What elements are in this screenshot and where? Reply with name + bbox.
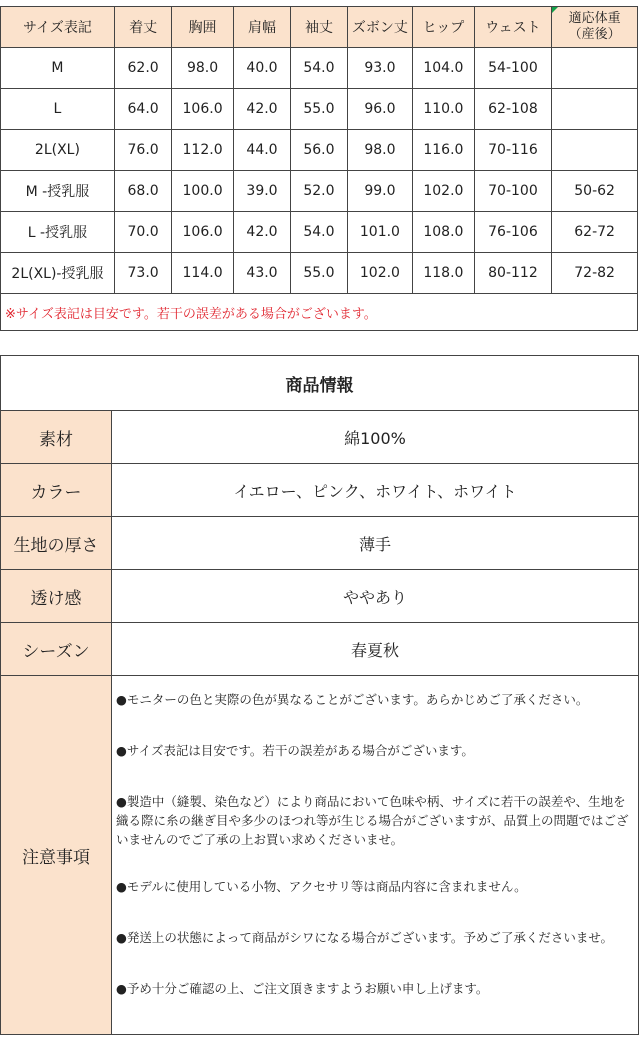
size-cell-shoulder: 39.0: [233, 171, 290, 212]
product-info-row: [1, 570, 639, 623]
size-row: [1, 48, 638, 89]
note-item: ●予め十分ご確認の上、ご注文頂きますようお願い申し上げます。: [116, 981, 489, 996]
size-cell-waist: 70-100: [474, 171, 552, 212]
size-cell-pants-length: 102.0: [347, 253, 413, 294]
size-cell-hip: 118.0: [413, 253, 474, 294]
note-item: ●モデルに使用している小物、アクセサリ等は商品内容に含まれません。: [116, 879, 527, 894]
size-cell-pants-length: 101.0: [347, 212, 413, 253]
size-cell-waist: 80-112: [474, 253, 552, 294]
header-hip: ヒップ: [413, 7, 474, 48]
size-cell-length: 64.0: [114, 89, 171, 130]
product-info-label: 生地の厚さ: [1, 517, 112, 570]
size-row: [1, 171, 638, 212]
header-sleeve: 袖丈: [291, 7, 347, 48]
size-note: ※サイズ表記は目安です。若干の誤差がある場合がございます。: [1, 294, 638, 331]
product-info-title: 商品情報: [1, 356, 639, 411]
note-item: ●モニターの色と実際の色が異なることがございます。あらかじめご了承ください。: [116, 692, 589, 707]
size-table-body: [1, 48, 638, 294]
size-row: [1, 212, 638, 253]
size-cell-length: 73.0: [114, 253, 171, 294]
size-row: [1, 89, 638, 130]
note-item: ●サイズ表記は目安です。若干の誤差がある場合がございます。: [116, 743, 474, 758]
size-cell-chest: 114.0: [172, 253, 233, 294]
size-cell-length: 68.0: [114, 171, 171, 212]
product-info-value: イエロー、ピンク、ホワイト、ホワイト: [112, 464, 639, 517]
size-cell-sleeve: 55.0: [291, 253, 347, 294]
header-weight-label: 適応体重 （産後）: [568, 11, 621, 42]
header-pants-length: ズボン丈: [347, 7, 413, 48]
note-item: ●製造中（縫製、染色など）により商品において色味や柄、サイズに若干の誤差や、生地を織る際に糸の継ぎ目や多少のほつれ等が生じる場合がございますが、品質上の問題ではございませんのでご了承の上お買い求めくださいませ。: [116, 794, 629, 847]
size-cell-size: L -授乳服: [1, 212, 115, 253]
size-cell-waist: 54-100: [474, 48, 552, 89]
product-info-value: ややあり: [112, 570, 639, 623]
product-info-title-row: [1, 356, 639, 411]
size-cell-size: 2L(XL)-授乳服: [1, 253, 115, 294]
size-table-header-row: [1, 7, 638, 48]
product-info-row: [1, 623, 639, 676]
size-cell-chest: 98.0: [172, 48, 233, 89]
notes-row: [1, 676, 639, 1035]
size-cell-chest: 112.0: [172, 130, 233, 171]
size-cell-waist: 70-116: [474, 130, 552, 171]
header-chest: 胸囲: [172, 7, 233, 48]
product-info-row: [1, 411, 639, 464]
header-weight: [552, 7, 638, 48]
product-info-body: [1, 411, 639, 676]
size-cell-weight: [552, 89, 638, 130]
size-cell-weight: [552, 130, 638, 171]
size-cell-sleeve: 56.0: [291, 130, 347, 171]
size-cell-size: 2L(XL): [1, 130, 115, 171]
header-shoulder: 肩幅: [233, 7, 290, 48]
size-cell-shoulder: 40.0: [233, 48, 290, 89]
header-size-label: サイズ表記: [1, 7, 115, 48]
size-cell-pants-length: 93.0: [347, 48, 413, 89]
size-cell-chest: 100.0: [172, 171, 233, 212]
size-cell-hip: 102.0: [413, 171, 474, 212]
size-cell-hip: 104.0: [413, 48, 474, 89]
product-info-label: 素材: [1, 411, 112, 464]
size-cell-waist: 76-106: [474, 212, 552, 253]
size-cell-length: 62.0: [114, 48, 171, 89]
product-info-row: [1, 464, 639, 517]
size-cell-sleeve: 52.0: [291, 171, 347, 212]
product-info-table: [0, 355, 639, 1035]
size-cell-length: 70.0: [114, 212, 171, 253]
size-table: [0, 6, 638, 331]
size-cell-pants-length: 96.0: [347, 89, 413, 130]
size-cell-size: M -授乳服: [1, 171, 115, 212]
product-info-value: 薄手: [112, 517, 639, 570]
size-row: [1, 130, 638, 171]
size-cell-pants-length: 99.0: [347, 171, 413, 212]
size-cell-shoulder: 44.0: [233, 130, 290, 171]
size-cell-sleeve: 55.0: [291, 89, 347, 130]
size-cell-waist: 62-108: [474, 89, 552, 130]
notes-label: 注意事項: [1, 676, 112, 1035]
size-cell-hip: 116.0: [413, 130, 474, 171]
size-cell-size: L: [1, 89, 115, 130]
size-cell-sleeve: 54.0: [291, 48, 347, 89]
size-cell-weight: [552, 48, 638, 89]
cell-corner-marker: [552, 7, 558, 13]
size-cell-sleeve: 54.0: [291, 212, 347, 253]
size-cell-weight: 50-62: [552, 171, 638, 212]
size-cell-chest: 106.0: [172, 89, 233, 130]
note-item: ●発送上の状態によって商品がシワになる場合がございます。予めご了承くださいませ。: [116, 930, 614, 945]
product-info-label: 透け感: [1, 570, 112, 623]
product-info-label: カラー: [1, 464, 112, 517]
size-cell-size: M: [1, 48, 115, 89]
product-info-value: 綿100%: [112, 411, 639, 464]
product-info-label: シーズン: [1, 623, 112, 676]
size-note-row: [1, 294, 638, 331]
product-info-value: 春夏秋: [112, 623, 639, 676]
header-waist: ウェスト: [474, 7, 552, 48]
size-row: [1, 253, 638, 294]
size-cell-weight: 62-72: [552, 212, 638, 253]
size-cell-hip: 108.0: [413, 212, 474, 253]
size-cell-weight: 72-82: [552, 253, 638, 294]
size-cell-hip: 110.0: [413, 89, 474, 130]
size-cell-pants-length: 98.0: [347, 130, 413, 171]
size-cell-length: 76.0: [114, 130, 171, 171]
size-cell-shoulder: 42.0: [233, 212, 290, 253]
notes-cell: [112, 676, 639, 1035]
size-cell-chest: 106.0: [172, 212, 233, 253]
size-cell-shoulder: 42.0: [233, 89, 290, 130]
header-length: 着丈: [114, 7, 171, 48]
product-info-row: [1, 517, 639, 570]
size-cell-shoulder: 43.0: [233, 253, 290, 294]
